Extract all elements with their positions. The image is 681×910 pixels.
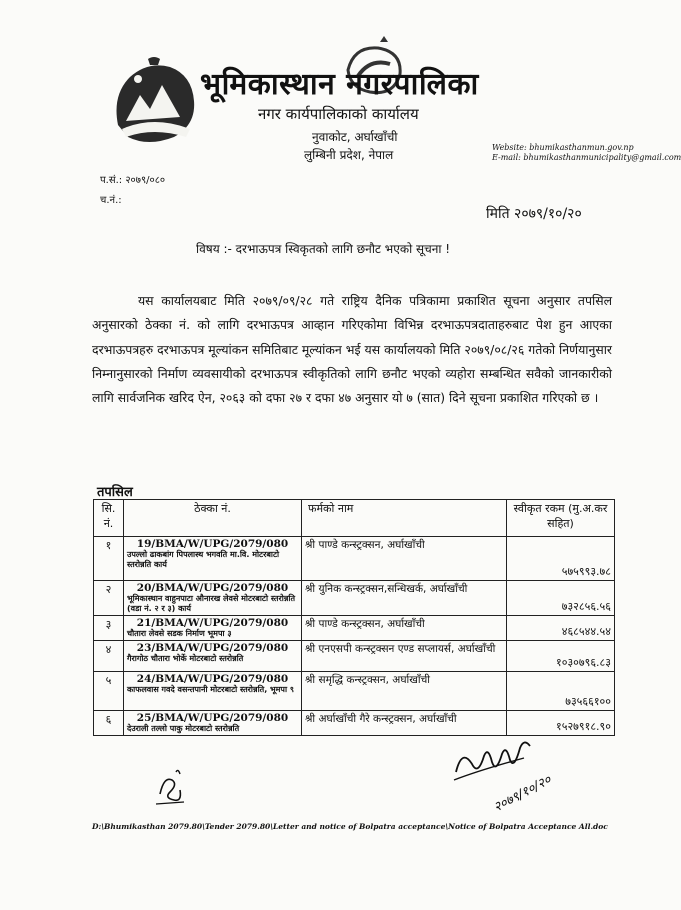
contract-number: 24/BMA/W/UPG/2079/080 [136,673,289,685]
contract-description: चौतारा लेवसे सडक निर्माण भूमपा ३ [127,629,232,638]
table-header-row [94,500,615,537]
row-firm: श्री एनएसपी कन्स्ट्रक्सन एण्ड सप्लायर्स, अर्घाखाँची [302,641,507,672]
row-serial: १ [94,537,124,581]
table-row [94,641,615,672]
row-serial: ३ [94,616,124,641]
dispatch-number: च.नं.: [100,195,122,206]
contract-number: 19/BMA/W/UPG/2079/080 [136,538,289,550]
email-text: E-mail: bhumikasthanmunicipality@gmail.com [492,153,681,162]
contract-number: 25/BMA/W/UPG/2079/080 [136,712,289,724]
header-amount: स्वीकृत रकम (मु.अ.कर सहित) [507,500,615,537]
row-contract [124,581,302,616]
contract-description: गैरागोठ चौतारा भोर्के मोटरबाटो स्तरोन्नति [127,654,244,663]
table-row [94,672,615,711]
row-serial: ५ [94,672,124,711]
contract-number: 20/BMA/W/UPG/2079/080 [136,582,289,594]
municipal-emblem-icon [108,55,200,147]
table-row [94,581,615,616]
row-firm: श्री अर्घाखाँची गैरे कन्स्ट्रक्सन, अर्घाखाँची [302,711,507,736]
contract-number: 23/BMA/W/UPG/2079/080 [136,642,289,654]
row-serial: ४ [94,641,124,672]
letter-body: यस कार्यालयबाट मिति २०७९/०९/२८ गते राष्ट्रिय दैनिक पत्रिकामा प्रकाशित सूचना अनुसार तपसिल अनुसारको ठेक्का नं. को लागि दरभाऊपत्र आव्हान गरिएकोमा विभिन्न दरभाऊपत्रदाताहरुबाट पेश हुन आएका दरभाऊपत्रहरु दरभाऊपत्र मूल्यांकन समितिबाट मूल्यांकन भई यस कार्यालयको मिति २०७९/०८/२६ गतेको निर्णयानुसार निम्नानुसारको निर्माण व्यवसायीको दरभाऊपत्र स्वीकृतिको लागि छनौट भएको व्यहोरा सम्बन्धित सवैको जानकारीको लागि सार्वजनिक खरिद ऐन, २०६३ को दफा २७ र दफा ४७ अनुसार यो ७ (सात) दिने सूचना प्रकाशित गरिएको छ । [92,293,612,406]
org-title: भूमिकास्थान नगरपालिका [200,67,479,102]
table-row [94,537,615,581]
website-text: Website: bhumikasthanmun.gov.np [492,143,634,152]
header-firm: फर्मको नाम [302,500,507,537]
handwritten-date: २०७९/१०/२० [491,772,554,816]
contract-number: 21/BMA/W/UPG/2079/080 [136,617,289,629]
contract-description: उपल्लो ढाकबांग पिपलास्थ भगवति मा.वि. मोटरबाटो स्तरोन्नति कार्य [127,550,280,569]
document-file-path: D:\Bhumikasthan 2079.80\Tender 2079.80\Letter and notice of Bolpatra acceptance\Notice of Bolpatra Acceptance All.doc [92,822,608,831]
contract-description: देउराली तल्लो पाकु मोटरबाटो स्तरोन्नति [127,724,240,733]
row-firm: श्री युनिक कन्स्ट्रक्सन,सन्धिखर्क, अर्घाखाँची [302,581,507,616]
row-firm: श्री समृद्धि कन्स्ट्रक्सन, अर्घाखाँची [302,672,507,711]
row-firm: श्री पाण्डे कन्स्ट्रक्सन, अर्घाखाँची [302,616,507,641]
row-amount: ७३५६६१०० [507,672,615,711]
letter-date: मिति २०७९/१०/२० [486,206,582,222]
officer-signature [450,718,570,814]
selected-bids-table [93,499,615,736]
row-contract [124,672,302,711]
address-line-2: लुम्बिनी प्रदेश, नेपाल [304,148,394,162]
row-amount: ५७५९९३.७८ [507,537,615,581]
row-contract [124,711,302,736]
row-serial: ६ [94,711,124,736]
row-amount: ४६८५४४.५४ [507,616,615,641]
header-serial: सि. नं. [94,500,124,537]
contract-description: काफलवास गवदे वसन्तपानी मोटरबाटो स्तरोन्नति, भूमपा ९ [127,685,294,694]
reference-number: प.सं.: २०७९/०८० [100,175,166,186]
schedule-label: तपसिल [97,485,133,500]
header-contract: ठेक्का नं. [124,500,302,537]
address-line-1: नुवाकोट, अर्घाखाँची [312,130,398,144]
table-row [94,616,615,641]
row-firm: श्री पाण्डे कन्स्ट्रक्सन, अर्घाखाँची [302,537,507,581]
initials-signature [150,766,194,810]
row-amount: १५२७९१८.९० [507,711,615,736]
row-contract [124,537,302,581]
row-contract [124,641,302,672]
row-amount: ७३२८५६.५६ [507,581,615,616]
letter-subject: विषय :- दरभाऊपत्र स्विकृतको लागि छनौट भएको सूचना ! [196,242,451,256]
contract-description: भूमिकास्थान वाहुनपाटा औनारख लेवसे मोटरबाटो स्तरोन्नति (वडा नं. २ र ३) कार्य [127,594,296,613]
row-contract [124,616,302,641]
office-name: नगर कार्यपालिकाको कार्यालय [258,105,419,123]
row-amount: १०३०७९६.८३ [507,641,615,672]
row-serial: २ [94,581,124,616]
